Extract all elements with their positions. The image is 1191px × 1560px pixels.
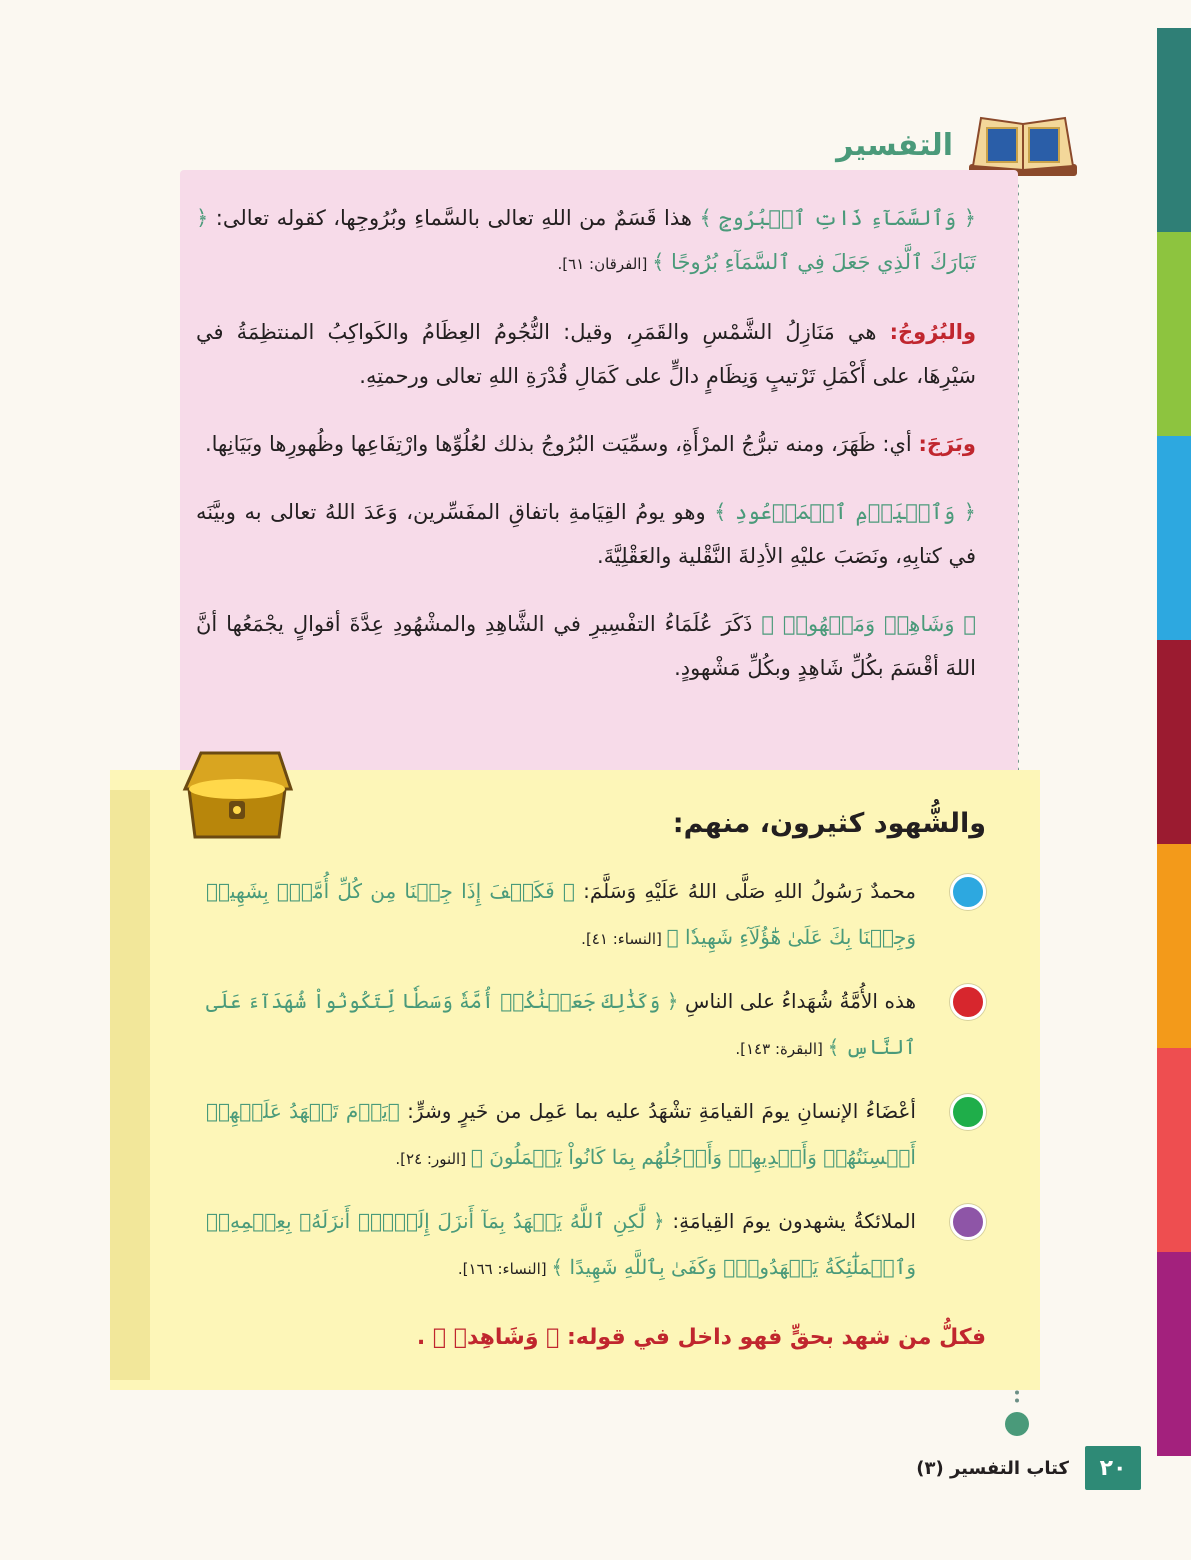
quran-quote: ﴿ وَٱلۡيَوۡمِ ٱلۡمَوۡعُودِ ﴾ xyxy=(714,500,976,524)
paragraph-text: أي: ظَهَرَ، ومنه تبرُّجُ المرْأَةِ، وسمِّيَت البُرُوجُ بذلك لعُلُوِّها وارْتِفَاعِها وظُهورِها وبَيَانِها. xyxy=(204,432,919,456)
list-item xyxy=(206,978,986,1072)
quran-quote: ﴿ وَكَذَٰلِكَ جَعَلۡنَٰكُمۡ أُمَّةٗ وَسَطٗا لِّتَكُونُواْ شُهَدَآءَ عَلَى ٱلنَّاسِ ﴾ xyxy=(206,989,916,1059)
strip-segment xyxy=(1157,232,1191,436)
quran-quote: ﴿ لَّٰكِنِ ٱللَّهُ يَشۡهَدُ بِمَآ أَنزَلَ إِلَيۡكَۖ أَنزَلَهُۥ بِعِلۡمِهِۦۖ وَٱلۡمَلَٰٓئِكَةُ يَشۡهَدُونَۚ وَكَفَىٰ بِٱللَّهِ شَهِيدًا ﴾ xyxy=(206,1209,916,1279)
item-text: محمدٌ رَسُولُ اللهِ صَلَّى اللهُ عَلَيْهِ وَسَلَّمَ: xyxy=(574,879,916,903)
strip-segment xyxy=(1157,844,1191,1048)
term: وبَرَجَ: xyxy=(918,432,976,456)
panel-fold-edge xyxy=(110,790,150,1380)
side-color-strip xyxy=(1157,28,1191,1456)
strip-segment xyxy=(1157,640,1191,844)
page-number: ٢٠ xyxy=(1085,1446,1141,1490)
witnesses-list xyxy=(206,868,986,1308)
item-text: الملائكةُ يشهدون يومَ القِيامَةِ: xyxy=(664,1209,916,1233)
bullet-blue xyxy=(950,874,986,910)
page-footer xyxy=(916,1446,1141,1490)
quran-quote: ﴿يَوۡمَ تَشۡهَدُ عَلَيۡهِمۡ أَلۡسِنَتُهُمۡ وَأَيۡدِيهِمۡ وَأَرۡجُلُهُم بِمَا كَانُواْ يَعۡمَلُونَ ﴾ xyxy=(206,1099,916,1169)
paragraph-text: وهو يومُ القِيَامةِ باتفاقِ المفَسِّرين، وَعَدَ اللهُ تعالى به وبيَّنَه في كتابِهِ، ونَصَبَ عليْهِ الأدِلةَ النَّقْلية والعَقْلِيَّةَ. xyxy=(196,500,976,568)
item-text: هذه الأُمَّةُ شُهَداءُ على الناسِ xyxy=(678,989,917,1013)
strip-segment xyxy=(1157,436,1191,640)
strip-segment xyxy=(1157,1048,1191,1252)
paragraph-text: هذا قَسَمٌ من اللهِ تعالى بالسَّماءِ وبُرُوجِها، كقوله تعالى: xyxy=(208,206,700,230)
quran-quote: ﴿ وَٱلسَّمَآءِ ذَاتِ ٱلۡبُرُوجِ ﴾ xyxy=(699,206,976,230)
book-name: كتاب التفسير (٣) xyxy=(916,1457,1069,1479)
conclusion-text: فكلُّ من شهد بحقٍّ فهو داخل في قوله: ﴿ وَشَاهِدٖ ﴾ . xyxy=(416,1325,986,1350)
bullet-purple xyxy=(950,1204,986,1240)
tafsir-paragraph xyxy=(196,196,976,286)
connector-end-dot xyxy=(1005,1412,1029,1436)
paragraph-text: هي مَنَازِلُ الشَّمْسِ والقَمَرِ، وقيل: النُّجُومُ العِظَامُ والكَواكِبُ المنتظِمَةُ في سَيْرِهَا، على أَكْمَلِ تَرْتيبٍ وَنِظَامٍ دالٍّ على كَمَالِ قُدْرَةِ اللهِ تعالى ورحمتِهِ. xyxy=(196,320,976,388)
verse-reference: [النساء: ١٦٦]. xyxy=(457,1260,552,1278)
quran-quote: ﴿ فَكَيۡفَ إِذَا جِئۡنَا مِن كُلِّ أُمَّةِۭ بِشَهِيدٖ وَجِئۡنَا بِكَ عَلَىٰ هَٰٓؤُلَآءِ شَهِيدٗا ﴾ xyxy=(206,879,916,949)
bullet-green xyxy=(950,1094,986,1130)
tafsir-paragraph xyxy=(196,602,976,690)
list-item xyxy=(206,1198,986,1292)
verse-reference: [النور: ٢٤]. xyxy=(395,1150,471,1168)
list-item xyxy=(206,868,986,962)
verse-reference: [الفرقان: ٦١]. xyxy=(557,255,653,273)
treasure-chest-icon xyxy=(175,745,300,845)
verse-reference: [النساء: ٤١]. xyxy=(581,930,667,948)
paragraph-text: ذَكَرَ عُلَمَاءُ التفْسِيرِ في الشَّاهِدِ والمشْهُودِ عِدَّةَ أقوالٍ يجْمَعُها أنَّ اللهَ أقْسَمَ بكُلِّ شَاهِدٍ وبكُلِّ مَشْهودٍ. xyxy=(196,612,976,680)
section-title: التفسير xyxy=(836,127,953,163)
quran-quote: ﴿ تَبَارَكَ ٱلَّذِي جَعَلَ فِي ٱلسَّمَآءِ بُرُوجًا ﴾ xyxy=(196,206,976,274)
term: والبُرُوجُ: xyxy=(889,320,976,344)
item-text: أعْضَاءُ الإنسانِ يومَ القيامَةِ تشْهَدُ عليه بما عَمِل من خَيرٍ وشرٍّ: xyxy=(399,1099,916,1123)
verse-reference: [البقرة: ١٤٣]. xyxy=(735,1040,828,1058)
strip-segment xyxy=(1157,28,1191,232)
quran-quote: ﴿ وَشَاهِدٖ وَمَشۡهُودٖ ﴾ xyxy=(761,612,976,636)
witnesses-title: والشُّهود كثيرون، منهم: xyxy=(672,808,986,839)
tafsir-content xyxy=(196,196,976,714)
tafsir-paragraph xyxy=(196,422,976,466)
list-item xyxy=(206,1088,986,1182)
bullet-red xyxy=(950,984,986,1020)
tafsir-paragraph xyxy=(196,310,976,398)
strip-segment xyxy=(1157,1252,1191,1456)
tafsir-paragraph xyxy=(196,490,976,578)
